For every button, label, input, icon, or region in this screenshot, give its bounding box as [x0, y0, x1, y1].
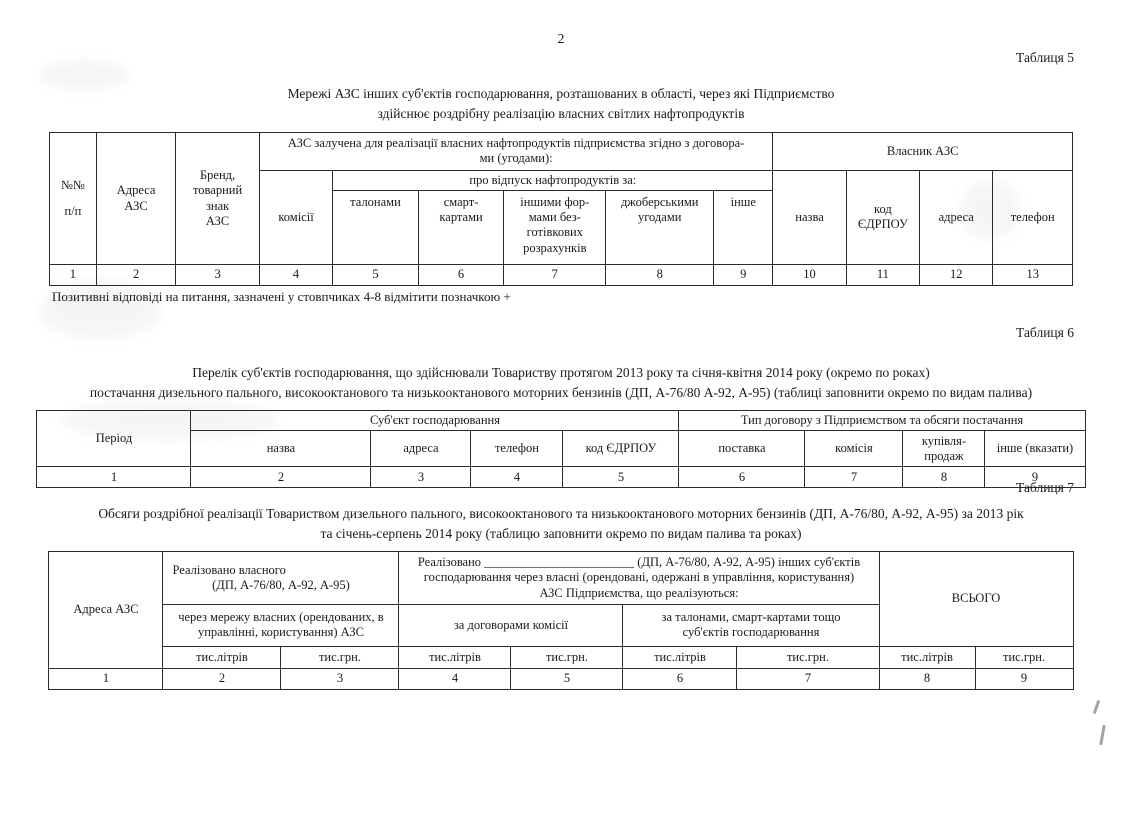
header-cell-commission: комісії	[259, 170, 332, 264]
header-cell-owner-name: назва	[773, 170, 846, 264]
header-brand-line4: АЗС	[205, 213, 230, 228]
table5-title-line1: Мережі АЗС інших суб'єктів господарювання, розташованих в області, через які Підприємство	[287, 86, 835, 101]
header-cell-own-sold	[163, 552, 399, 605]
header-cell-unit-liters: тис.літрів	[879, 646, 975, 668]
number-cell: 9	[985, 467, 1085, 488]
header-other-forms-line4: розрахунків	[523, 240, 587, 255]
header-cell-own-network	[163, 604, 399, 646]
table7-caption: Таблиця 7	[1016, 480, 1074, 495]
header-brand-line3: знак	[205, 198, 230, 213]
table6-title-line2: постачання дизельного пального, високооктанового та низькооктанового моторних бензинів (ДП, А-76/80 А-92, А-95) (таблиці заповнити окремо по видам палива)	[89, 384, 1033, 400]
header-own-network-line2: управлінні, користування) АЗС	[197, 625, 364, 640]
header-address-line2: АЗС	[124, 198, 148, 213]
header-cell-other: інше (вказати)	[985, 431, 1085, 467]
table6-block	[0, 325, 1122, 488]
header-other-forms-line1: іншими фор-	[520, 194, 590, 209]
header-cell-other: інше	[714, 190, 773, 264]
header-cell-coupons: талонами	[333, 190, 419, 264]
header-other-forms-line3: готівкових	[526, 225, 583, 240]
header-contract-line1: АЗС залучена для реалізації власних нафтопродуктів підприємства згідно з договора-	[287, 136, 745, 151]
table7	[48, 551, 1073, 690]
header-cell-owner-code	[846, 170, 919, 264]
header-cell-unit-liters: тис.літрів	[623, 646, 737, 668]
header-cell-contract-group	[259, 133, 773, 171]
number-cell: 8	[606, 264, 714, 285]
table7-number-row	[49, 668, 1073, 689]
table6-title-line1: Перелік суб'єктів господарювання, що здійснювали Товариству протягом 2013 року та січня-квітня 2014 року (окремо по роках)	[192, 365, 930, 380]
table5-title-line2: здійснює роздрібну реалізацію власних світлих нафтопродуктів	[377, 105, 745, 121]
header-own-sold-line2: (ДП, А-76/80, А-92, А-95)	[212, 578, 350, 592]
header-jobber-line1: джоберськими	[620, 194, 699, 209]
header-own-network-line1: через мережу власних (орендованих, в	[178, 610, 384, 625]
header-coupons-line1: за талонами, смарт-картами тощо	[661, 610, 841, 625]
header-cell-unit-uah: тис.грн.	[975, 646, 1073, 668]
header-own-sold-line1: Реалізовано власного	[172, 562, 286, 577]
header-cell-address: адреса	[371, 431, 471, 467]
header-smartcards-line2: картами	[439, 210, 483, 225]
header-cell-total: ВСЬОГО	[879, 552, 1073, 647]
number-cell: 1	[50, 264, 97, 285]
header-other-sold-line3: АЗС Підприємства, що реалізуються:	[539, 585, 739, 600]
header-cell-unit-uah: тис.грн.	[281, 646, 399, 668]
scan-artifact	[1093, 700, 1101, 714]
header-cell-owner-group: Власник АЗС	[773, 133, 1073, 171]
header-jobber-line2: угодами	[637, 210, 682, 225]
header-cell-address	[96, 133, 175, 265]
header-buy-sell-line2: продаж	[924, 448, 964, 463]
header-cell-name: назва	[191, 431, 371, 467]
header-other-sold-line2: господарювання через власні (орендовані, одержані в управління, користування)	[423, 570, 855, 585]
number-cell: 10	[773, 264, 846, 285]
header-cell-subject-group: Суб'єкт господарювання	[191, 411, 679, 431]
page-number: 2	[557, 32, 565, 47]
header-owner-code-line2: ЄДРПОУ	[857, 217, 908, 232]
header-smartcards-line1: смарт-	[443, 194, 479, 209]
number-cell: 7	[737, 668, 879, 689]
table5-caption: Таблиця 5	[1016, 50, 1074, 65]
number-cell: 9	[714, 264, 773, 285]
table5	[49, 132, 1073, 286]
header-number-line1: №№	[61, 178, 85, 193]
header-cell-coupons	[623, 604, 879, 646]
table6	[36, 410, 1085, 488]
header-coupons-line2: суб'єктів господарювання	[682, 625, 820, 640]
header-contract-line2: ми (угодами):	[479, 151, 553, 166]
header-cell-other-forms	[504, 190, 606, 264]
table7-title-line1: Обсяги роздрібної реалізації Товариством дизельного пального, високооктанового та низькооктанового моторних бензинів (ДП, А-76/80, А-92, А-95) за 2013 рік	[98, 506, 1024, 521]
number-cell: 2	[96, 264, 175, 285]
number-cell: 13	[993, 264, 1073, 285]
header-cell-code: код ЄДРПОУ	[563, 431, 679, 467]
header-buy-sell-line1: купівля-	[921, 433, 967, 448]
number-cell: 8	[879, 668, 975, 689]
header-cell-unit-uah: тис.грн.	[737, 646, 879, 668]
header-cell-owner-phone: телефон	[993, 170, 1073, 264]
number-cell: 4	[259, 264, 332, 285]
header-cell-owner-address: адреса	[920, 170, 993, 264]
number-cell: 1	[37, 467, 191, 488]
header-cell-phone: телефон	[471, 431, 563, 467]
header-cell-contract-group: Тип договору з Підприємством та обсяги постачання	[679, 411, 1085, 431]
header-cell-jobber	[606, 190, 714, 264]
number-cell: 4	[399, 668, 511, 689]
table6-caption: Таблиця 6	[1016, 325, 1074, 340]
header-other-forms-line2: мами без-	[528, 210, 581, 225]
number-cell: 7	[504, 264, 606, 285]
number-cell: 2	[163, 668, 281, 689]
number-cell: 3	[281, 668, 399, 689]
number-cell: 1	[49, 668, 163, 689]
header-brand-line1: Бренд,	[200, 168, 236, 182]
header-cell-commission-contracts: за договорами комісії	[399, 604, 623, 646]
header-cell-buy-sell	[903, 431, 985, 467]
number-cell: 2	[191, 467, 371, 488]
table5-block	[0, 50, 1122, 305]
number-cell: 3	[176, 264, 260, 285]
header-other-sold-line1: Реалізовано ________________________ (ДП, А-76/80, А-92, А-95) інших суб'єктів	[417, 555, 861, 570]
number-cell: 7	[805, 467, 903, 488]
scan-artifact	[1099, 725, 1105, 745]
table5-number-row	[50, 264, 1073, 285]
number-cell: 8	[903, 467, 985, 488]
header-cell-unit-liters: тис.літрів	[163, 646, 281, 668]
number-cell: 4	[471, 467, 563, 488]
number-cell: 3	[371, 467, 471, 488]
header-cell-release-group: про відпуск нафтопродуктів за:	[333, 170, 773, 190]
header-cell-azs-address: Адреса АЗС	[49, 552, 163, 669]
header-cell-brand	[176, 133, 260, 265]
number-cell: 6	[418, 264, 504, 285]
header-cell-number	[50, 133, 97, 265]
number-cell: 11	[846, 264, 919, 285]
table7-title-line2: та січень-серпень 2014 року (таблицю заповнити окремо по видам палива та роках)	[320, 525, 802, 541]
header-cell-supply: поставка	[679, 431, 805, 467]
header-cell-period: Період	[37, 411, 191, 467]
number-cell: 9	[975, 668, 1073, 689]
header-brand-line2: товарний	[193, 183, 243, 198]
number-cell: 6	[623, 668, 737, 689]
header-address-line1: Адреса	[116, 183, 156, 198]
number-cell: 12	[920, 264, 993, 285]
number-cell: 5	[563, 467, 679, 488]
number-cell: 5	[333, 264, 419, 285]
header-owner-code-line1: код	[874, 202, 892, 216]
table5-note: Позитивні відповіді на питання, зазначені у стовпчиках 4-8 відмітити позначкою +	[52, 288, 511, 304]
header-cell-unit-liters: тис.літрів	[399, 646, 511, 668]
header-cell-other-sold	[399, 552, 879, 605]
header-number-line2: п/п	[64, 203, 82, 218]
header-cell-smartcards	[418, 190, 504, 264]
number-cell: 6	[679, 467, 805, 488]
header-cell-commission: комісія	[805, 431, 903, 467]
table7-block	[0, 480, 1122, 690]
header-cell-unit-uah: тис.грн.	[511, 646, 623, 668]
number-cell: 5	[511, 668, 623, 689]
